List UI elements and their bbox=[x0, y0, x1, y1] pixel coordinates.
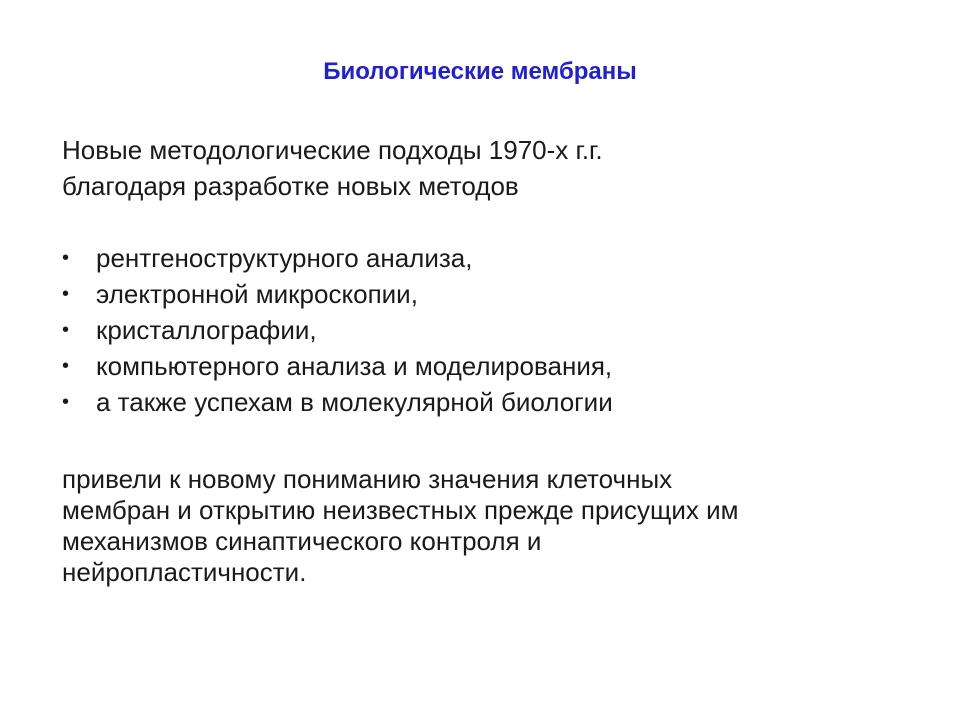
list-item bbox=[62, 348, 613, 384]
list-item bbox=[62, 312, 613, 348]
list-item-label: электронной микроскопии, bbox=[96, 279, 418, 309]
conclusion-line: механизмов синаптического контроля и bbox=[62, 526, 542, 556]
intro-line: Новые методологические подходы 1970-х г.г. bbox=[62, 135, 603, 165]
list-item bbox=[62, 276, 613, 312]
intro-line: благодаря разработке новых методов bbox=[62, 171, 519, 201]
slide-title: Биологические мембраны bbox=[323, 58, 637, 85]
conclusion-line: нейропластичности. bbox=[62, 557, 307, 587]
conclusion-text bbox=[62, 464, 922, 588]
method-list bbox=[62, 240, 613, 420]
bullet-icon: • bbox=[62, 247, 70, 269]
intro-text bbox=[62, 132, 603, 204]
bullet-icon: • bbox=[62, 319, 70, 341]
list-item-label: а также успехам в молекулярной биологии bbox=[96, 387, 613, 417]
bullet-icon: • bbox=[62, 391, 70, 413]
bullet-icon: • bbox=[62, 355, 70, 377]
conclusion-line: мембран и открытию неизвестных прежде присущих им bbox=[62, 495, 739, 525]
conclusion-line: привели к новому пониманию значения клеточных bbox=[62, 464, 673, 494]
bullet-icon: • bbox=[62, 283, 70, 305]
list-item-label: рентгеноструктурного анализа, bbox=[96, 243, 473, 273]
list-item-label: кристаллографии, bbox=[96, 315, 317, 345]
list-item bbox=[62, 384, 613, 420]
list-item bbox=[62, 240, 613, 276]
list-item-label: компьютерного анализа и моделирования, bbox=[96, 351, 613, 381]
